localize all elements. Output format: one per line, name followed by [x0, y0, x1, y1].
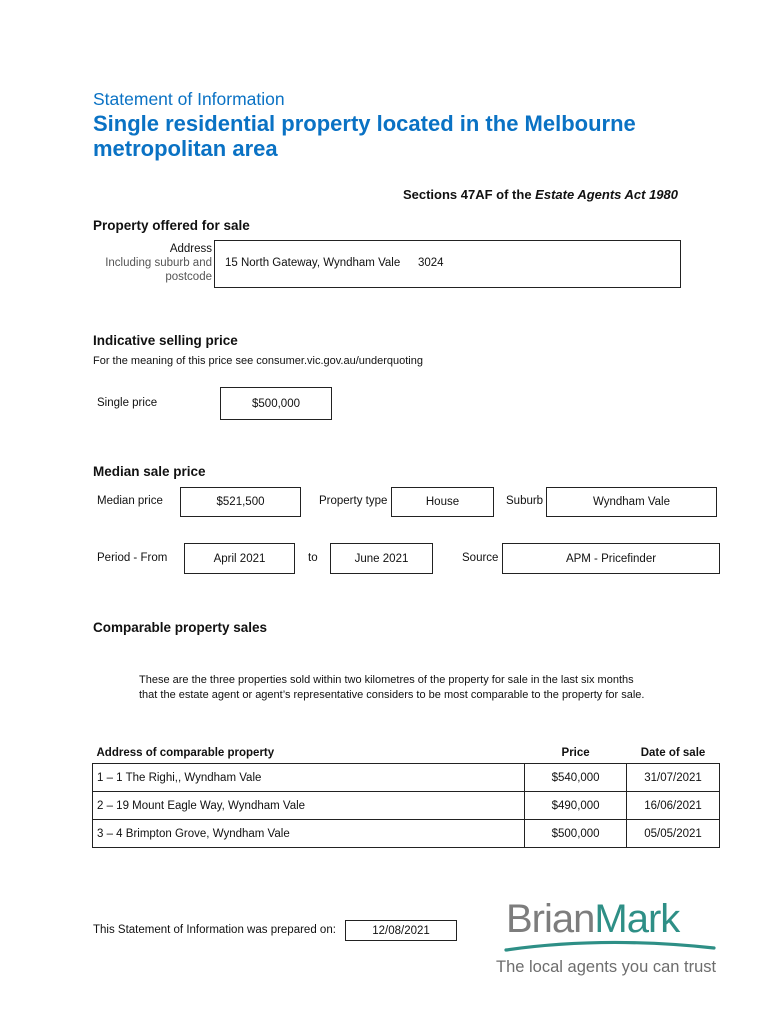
- row-address[interactable]: 2 – 19 Mount Eagle Way, Wyndham Vale: [93, 792, 525, 820]
- sections-act: Estate Agents Act 1980: [535, 187, 678, 202]
- table-row: [93, 764, 720, 792]
- property-type-label: Property type: [319, 495, 388, 507]
- main-title: Single residential property located in the Melbourne metropolitan area: [93, 111, 636, 161]
- property-type-field[interactable]: House: [391, 487, 494, 517]
- prepared-on-label: This Statement of Information was prepared on:: [93, 924, 336, 936]
- logo-tagline: The local agents you can trust: [496, 958, 717, 976]
- column-header-price: Price: [561, 747, 590, 759]
- postcode-value: 3024: [418, 257, 444, 269]
- sections-reference: [403, 187, 678, 202]
- single-price-label: Single price: [97, 397, 158, 409]
- median-price-field[interactable]: $521,500: [180, 487, 301, 517]
- address-field[interactable]: [214, 240, 681, 288]
- period-to-field[interactable]: June 2021: [330, 543, 433, 574]
- suburb-label: Suburb: [506, 495, 544, 507]
- row-date[interactable]: 16/06/2021: [627, 792, 720, 820]
- row-date[interactable]: 05/05/2021: [627, 820, 720, 848]
- prepared-date-field[interactable]: 12/08/2021: [345, 920, 457, 941]
- indicative-price-heading: Indicative selling price: [93, 333, 238, 348]
- underquoting-note: For the meaning of this price see consumer.vic.gov.au/underquoting: [93, 355, 423, 367]
- logo-brian-text: Brian: [506, 897, 595, 941]
- comparable-description: [139, 673, 699, 703]
- address-label-line1: Address: [169, 243, 212, 255]
- row-address[interactable]: 3 – 4 Brimpton Grove, Wyndham Vale: [93, 820, 525, 848]
- source-label: Source: [462, 552, 499, 564]
- document-title: Statement of Information: [93, 89, 285, 109]
- period-to-label: to: [308, 552, 318, 564]
- table-row: [93, 820, 720, 848]
- comparable-description-line1: These are the three properties sold within two kilometres of the property for sale in the last six months: [139, 674, 634, 686]
- comparable-sales-table: [92, 743, 720, 848]
- suburb-field[interactable]: Wyndham Vale: [546, 487, 717, 517]
- column-header-address: Address of comparable property: [96, 747, 275, 759]
- comparable-description-line2: that the estate agent or agent’s representative considers to be most comparable to the property for sale.: [139, 689, 645, 701]
- address-value: 15 North Gateway, Wyndham Vale: [225, 257, 401, 269]
- address-label-line2: Including suburb and: [105, 257, 212, 269]
- row-price[interactable]: $540,000: [525, 764, 627, 792]
- column-header-date: Date of sale: [640, 747, 706, 759]
- row-address[interactable]: 1 – 1 The Righi,, Wyndham Vale: [93, 764, 525, 792]
- comparable-sales-heading: Comparable property sales: [93, 620, 268, 635]
- property-offered-heading: Property offered for sale: [93, 218, 250, 233]
- table-header-row: [93, 743, 720, 764]
- period-from-label: Period - From: [97, 552, 168, 564]
- median-sale-heading: Median sale price: [93, 464, 206, 479]
- period-from-field[interactable]: April 2021: [184, 543, 295, 574]
- logo-swoosh-icon: [504, 934, 716, 956]
- row-price[interactable]: $490,000: [525, 792, 627, 820]
- logo-mark-text: Mark: [594, 897, 680, 941]
- table-row: [93, 792, 720, 820]
- median-price-label: Median price: [97, 495, 163, 507]
- single-price-field[interactable]: $500,000: [220, 387, 332, 420]
- address-label-line3: postcode: [165, 271, 212, 283]
- row-date[interactable]: 31/07/2021: [627, 764, 720, 792]
- address-label: [105, 242, 212, 284]
- row-price[interactable]: $500,000: [525, 820, 627, 848]
- sections-prefix: Sections 47AF of the: [402, 187, 536, 202]
- source-field[interactable]: APM - Pricefinder: [502, 543, 720, 574]
